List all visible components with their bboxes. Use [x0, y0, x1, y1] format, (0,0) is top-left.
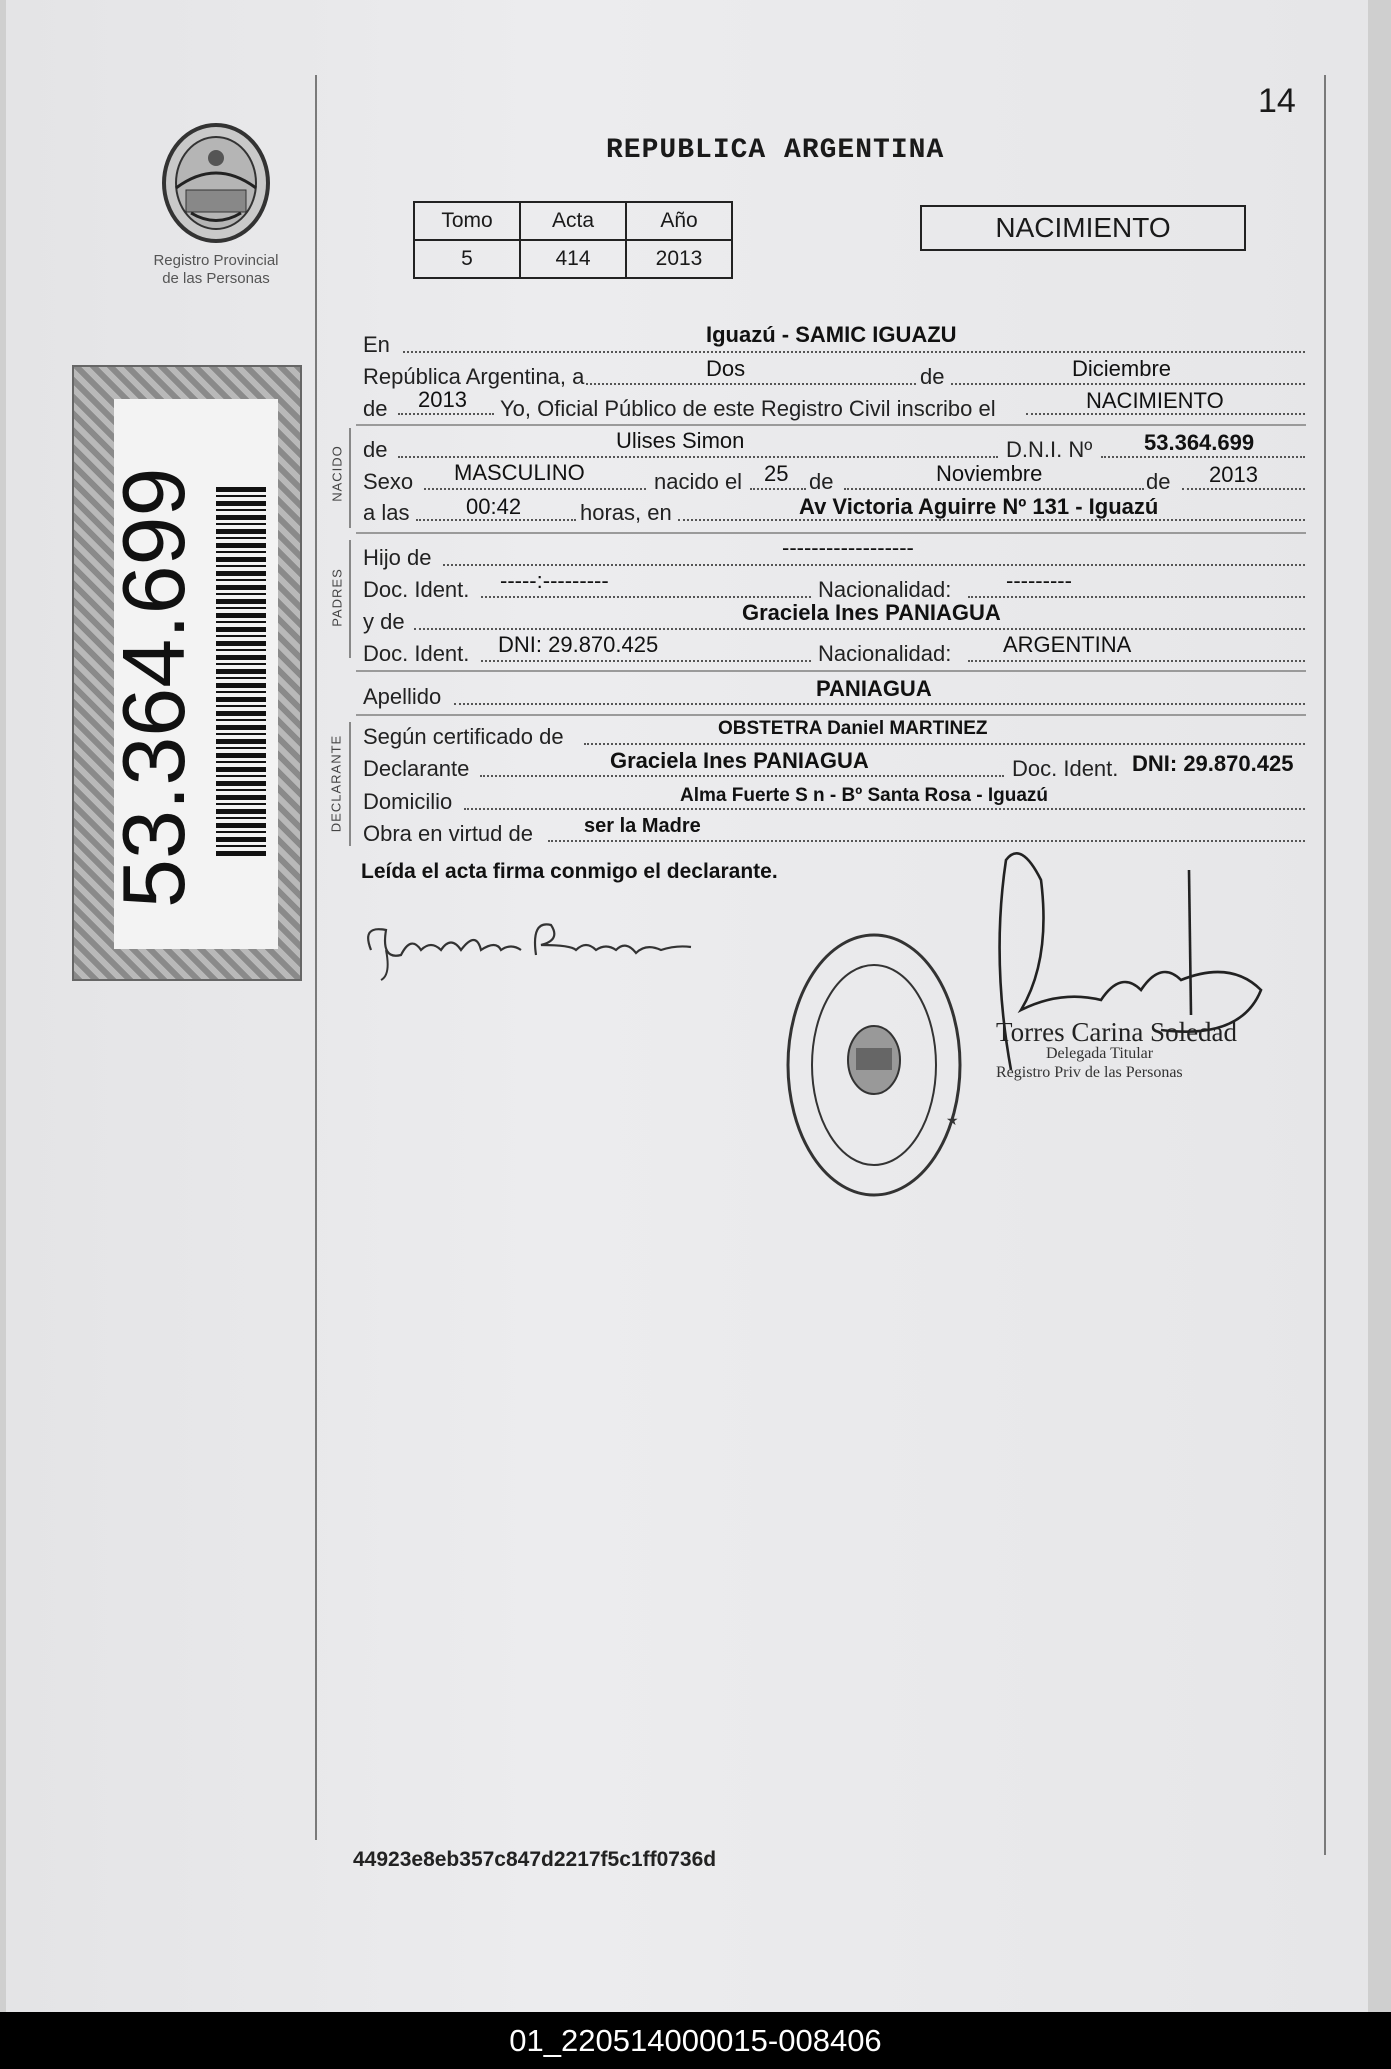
- dots-sexo: [424, 488, 646, 490]
- dots-anio: [398, 413, 494, 415]
- label-declarante: Declarante: [363, 756, 470, 781]
- label-republica: República Argentina, a: [363, 364, 585, 389]
- footer-document-id: 01_220514000015-008406: [0, 2012, 1391, 2069]
- label-doc-ident-madre: Doc. Ident.: [363, 641, 470, 666]
- dots-dia: [586, 383, 916, 385]
- section-nacido: NACIDO: [329, 445, 345, 502]
- label-domicilio: Domicilio: [363, 789, 453, 814]
- label-horas-en: horas, en: [580, 500, 672, 525]
- dots-madre: [414, 628, 1305, 630]
- dots-nombre: [398, 456, 998, 458]
- acta-value-tomo: 5: [414, 240, 520, 278]
- value-nac-anio: 2013: [1209, 462, 1258, 487]
- acta-table: [413, 201, 733, 279]
- acta-header-anio: Año: [626, 202, 732, 240]
- logo-caption-line1: Registro Provincial: [153, 252, 279, 269]
- section-declarante: DECLARANTE: [328, 734, 344, 833]
- value-sexo: MASCULINO: [454, 460, 585, 485]
- value-lugar: Iguazú - SAMIC IGUAZU: [706, 322, 957, 347]
- province-seal-logo: [156, 118, 276, 248]
- label-hijo-de: Hijo de: [363, 545, 432, 570]
- value-nac-mes: Noviembre: [936, 461, 1043, 486]
- label-de-1: de: [920, 364, 945, 389]
- label-yo-oficial: Yo, Oficial Público de este Registro Civil inscribo el: [500, 396, 996, 421]
- label-sexo: Sexo: [363, 469, 414, 494]
- value-nac-dia: 25: [764, 461, 789, 486]
- padres-bracket: [349, 540, 351, 658]
- value-dni: 53.364.699: [1144, 430, 1255, 455]
- value-dia: Dos: [706, 356, 746, 381]
- label-en: En: [363, 332, 390, 357]
- dots-padre-doc: [481, 596, 811, 598]
- value-madre-nac: ARGENTINA: [1003, 632, 1132, 657]
- label-apellido: Apellido: [363, 684, 442, 709]
- value-anio: 2013: [418, 387, 467, 412]
- label-de-nac-anio: de: [1146, 469, 1171, 494]
- dots-nac-dia: [750, 488, 806, 490]
- label-segun-certificado: Según certificado de: [363, 724, 564, 749]
- value-tipo-inscripcion: NACIMIENTO: [1086, 388, 1224, 413]
- value-domicilio: Alma Fuerte S n - Bº Santa Rosa - Iguazú: [680, 785, 1048, 806]
- declarante-bracket: [349, 722, 351, 846]
- divider-1: [356, 424, 1306, 426]
- document-page: [6, 0, 1368, 2012]
- leida-acta-text: Leída el acta firma conmigo el declarante.: [361, 860, 778, 883]
- dots-dni: [1101, 456, 1305, 458]
- label-nacionalidad-padre: Nacionalidad:: [818, 577, 952, 602]
- left-border-line: [315, 75, 317, 1840]
- document-hash: 44923e8eb357c847d2217f5c1ff0736d: [353, 1848, 717, 1871]
- value-padre: ------------------: [782, 535, 914, 560]
- dots-padre-nac: [968, 596, 1305, 598]
- official-name: Torres Carina Soledad: [996, 1017, 1238, 1047]
- label-a-las: a las: [363, 500, 410, 525]
- right-border-line: [1324, 75, 1326, 1855]
- label-dni: D.N.I. Nº: [1006, 437, 1093, 462]
- dots-madre-nac: [968, 660, 1305, 662]
- dots-nac-mes: [844, 488, 1144, 490]
- label-de-nac-mes: de: [809, 469, 834, 494]
- dots-domicilio: [464, 808, 1305, 810]
- value-certificado: OBSTETRA Daniel MARTINEZ: [718, 718, 988, 739]
- value-apellido: PANIAGUA: [816, 676, 932, 701]
- declarante-signature: [361, 905, 721, 985]
- barcode-bars: [216, 487, 266, 857]
- value-madre-doc: DNI: 29.870.425: [498, 632, 659, 657]
- value-padre-nac: ---------: [1006, 568, 1072, 593]
- acta-header-tomo: Tomo: [414, 202, 520, 240]
- value-nombre: Ulises Simon: [616, 428, 745, 453]
- value-padre-doc: -----:---------: [500, 568, 609, 593]
- nacido-bracket: [349, 428, 351, 528]
- acta-value-acta: 414: [520, 240, 626, 278]
- official-role: Delegada Titular: [1046, 1045, 1154, 1062]
- value-obra-virtud: ser la Madre: [584, 815, 701, 837]
- official-office: Registro Priv de las Personas: [996, 1064, 1183, 1081]
- barcode-panel: [72, 365, 302, 981]
- document-title: REPUBLICA ARGENTINA: [606, 135, 945, 166]
- label-obra-virtud: Obra en virtud de: [363, 821, 533, 846]
- value-madre: Graciela Ines PANIAGUA: [742, 600, 1001, 625]
- dots-en: [403, 351, 1305, 353]
- value-hora: 00:42: [466, 494, 522, 519]
- acta-header-acta: Acta: [520, 202, 626, 240]
- dots-nac-anio: [1182, 488, 1305, 490]
- dots-padre: [443, 564, 1305, 566]
- divider-3: [356, 670, 1306, 672]
- divider-4: [356, 714, 1306, 716]
- value-lugar-nac: Av Victoria Aguirre Nº 131 - Iguazú: [799, 494, 1159, 519]
- dots-apellido: [454, 703, 1305, 705]
- label-de-2: de: [363, 396, 388, 421]
- label-nacionalidad-madre: Nacionalidad:: [818, 641, 952, 666]
- divider-2: [356, 532, 1306, 534]
- dots-mes: [951, 383, 1305, 385]
- label-doc-ident-declarante: Doc. Ident.: [1012, 756, 1119, 781]
- dots-declarante: [480, 775, 1004, 777]
- value-declarante: Graciela Ines PANIAGUA: [610, 748, 869, 773]
- barcode-number: 53.364.699: [104, 467, 203, 908]
- dots-certificado: [584, 743, 1305, 745]
- label-doc-ident-padre: Doc. Ident.: [363, 577, 470, 602]
- value-mes: Diciembre: [1072, 356, 1172, 381]
- logo-caption-line2: de las Personas: [162, 270, 270, 287]
- record-type: NACIMIENTO: [995, 212, 1171, 243]
- label-de-nombre: de: [363, 437, 388, 462]
- section-padres: PADRES: [329, 568, 345, 627]
- acta-value-anio: 2013: [626, 240, 732, 278]
- value-declarante-doc: DNI: 29.870.425: [1132, 751, 1294, 776]
- svg-text:★: ★: [946, 1112, 959, 1128]
- label-nacido-el: nacido el: [654, 469, 743, 494]
- official-stamp: [784, 930, 964, 1200]
- page-number: 14: [1258, 82, 1296, 120]
- dots-madre-doc: [481, 660, 811, 662]
- record-type-box: [920, 205, 1246, 251]
- label-y-de: y de: [363, 609, 405, 634]
